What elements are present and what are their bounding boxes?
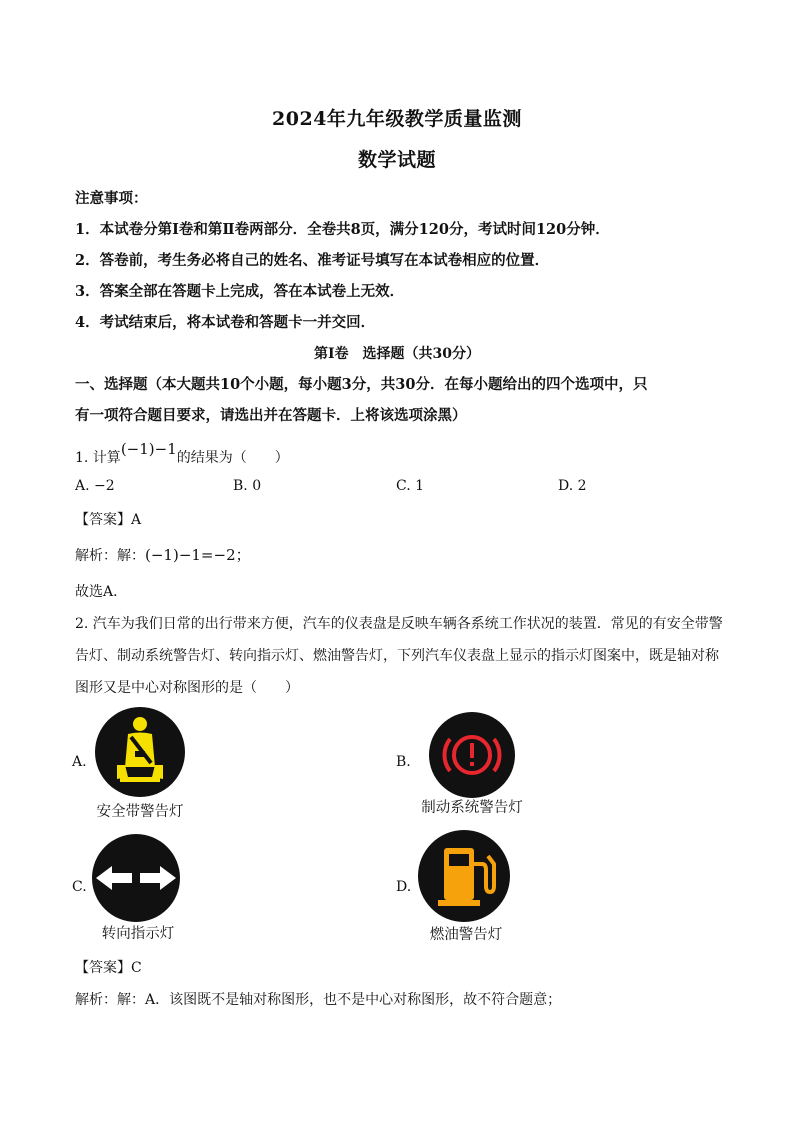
brake-icon bbox=[429, 712, 515, 798]
question-1-expression: (−1)−1 bbox=[120, 440, 177, 458]
section-instruction-line1: 一、选择题（本大题共10个小题，每小题3分，共30分．在每小题给出的四个选项中，只 bbox=[75, 376, 648, 393]
question-2-line1: 2. 汽车为我们日常的出行带来方便，汽车的仪表盘是反映车辆各系统工作状况的装置．常见的有安全带警 bbox=[75, 616, 723, 632]
question-1-option-d: D. 2 bbox=[558, 478, 587, 494]
notice-item-1: 1．本试卷分第Ⅰ卷和第Ⅱ卷两部分．全卷共8页，满分120分，考试时间120分钟． bbox=[75, 221, 610, 238]
question-1-option-a: A. −2 bbox=[75, 478, 115, 494]
question-2-option-c-letter: C. bbox=[72, 879, 87, 895]
question-2-option-a-letter: A. bbox=[72, 754, 87, 770]
question-1-analysis-prefix: 解析：解： bbox=[75, 548, 145, 564]
turn-signal-icon bbox=[92, 834, 180, 922]
exam-subtitle: 数学试题 bbox=[357, 149, 436, 171]
notice-item-3: 3．答案全部在答题卡上完成，答在本试卷上无效． bbox=[75, 283, 405, 300]
seatbelt-icon bbox=[95, 707, 185, 797]
notice-heading: 注意事项： bbox=[75, 190, 148, 207]
question-1-conclusion: 故选A． bbox=[75, 584, 128, 600]
question-2-option-b-letter: B. bbox=[396, 754, 411, 770]
question-1-answer: 【答案】A bbox=[75, 512, 142, 528]
question-1-option-b: B. 0 bbox=[233, 478, 262, 494]
question-2-option-a-caption: 安全带警告灯 bbox=[96, 804, 184, 820]
question-1-analysis bbox=[75, 544, 251, 565]
question-1-stem bbox=[75, 440, 289, 467]
section-title: 第Ⅰ卷 选择题（共30分） bbox=[313, 346, 481, 362]
question-2-line2: 告灯、制动系统警告灯、转向指示灯、燃油警告灯，下列汽车仪表盘上显示的指示灯图案中，既是轴对称 bbox=[75, 648, 719, 664]
question-2-option-d-caption: 燃油警告灯 bbox=[429, 927, 503, 943]
notice-item-2: 2．答卷前，考生务必将自己的姓名、准考证号填写在本试卷相应的位置． bbox=[75, 252, 550, 269]
question-2-answer: 【答案】C bbox=[75, 960, 142, 976]
question-1-prefix: 1. 计算 bbox=[75, 450, 121, 466]
fuel-icon bbox=[418, 830, 510, 922]
exam-title: 2024年九年级教学质量监测 bbox=[272, 108, 522, 130]
question-1-option-c: C. 1 bbox=[396, 478, 425, 494]
section-instruction-line2: 有一项符合题目要求，请选出并在答题卡．上将该选项涂黑） bbox=[75, 407, 467, 424]
notice-item-4: 4．考试结束后，将本试卷和答题卡一并交回． bbox=[75, 314, 376, 331]
question-2-option-b-caption: 制动系统警告灯 bbox=[421, 800, 523, 816]
question-1-analysis-expression: (−1)−1=−2； bbox=[145, 546, 251, 564]
question-1-suffix: 的结果为（ ） bbox=[176, 450, 289, 466]
question-2-analysis: 解析：解：A．该图既不是轴对称图形，也不是中心对称图形，故不符合题意； bbox=[75, 992, 562, 1008]
question-2-option-c-caption: 转向指示灯 bbox=[101, 926, 175, 942]
question-2-line3: 图形又是中心对称图形的是（ ） bbox=[75, 680, 299, 696]
question-2-option-d-letter: D. bbox=[396, 879, 412, 895]
